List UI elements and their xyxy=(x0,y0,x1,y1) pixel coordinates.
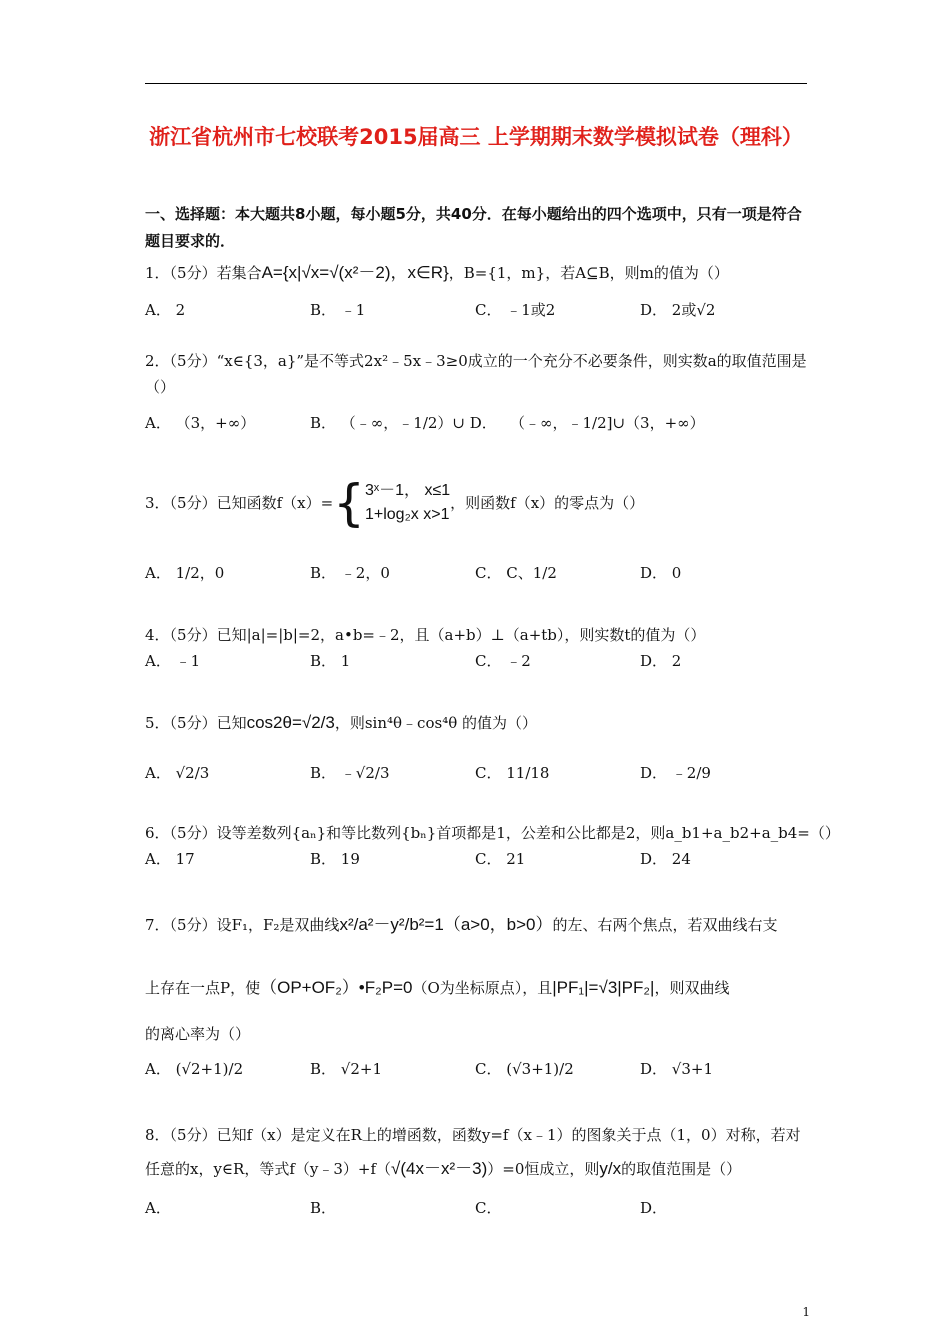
q5-option-d[interactable]: D． ﹣2/9 xyxy=(640,764,711,782)
q7-line2-end: ，则双曲线 xyxy=(654,979,730,997)
q7-vector-condition: （OP+OF₂）•F₂P=0 xyxy=(260,978,413,997)
question-7-line-1 xyxy=(145,912,810,938)
page-number: 1 xyxy=(802,1305,810,1319)
q8-line2-end: 的取值范围是（） xyxy=(621,1160,742,1178)
q7-distance-condition: |PF₁|=√3|PF₂| xyxy=(552,978,655,997)
q7-line2-mid: （O为坐标原点），且 xyxy=(412,979,553,997)
question-2: 2．（5分）“x∈{3，a}”是不等式2x²﹣5x﹣3≥0成立的一个充分不必要条件，则实数a的取值范围是（） xyxy=(145,352,807,396)
q4-option-b[interactable]: B． 1 xyxy=(310,652,351,670)
q5-option-b[interactable]: B． ﹣√2/3 xyxy=(310,764,390,782)
q5-condition: cos2θ=√2/3 xyxy=(246,713,335,732)
question-6: 6．（5分）设等差数列{aₙ}和等比数列{bₙ}首项都是1，公差和公比都是2，则a_b1+a_b2+a_b4=（） xyxy=(145,824,840,842)
question-4: 4．（5分）已知|a|=|b|=2，a•b=﹣2，且（a+b）⊥（a+tb），则实数t的值为（） xyxy=(145,626,706,644)
question-3 xyxy=(145,474,810,542)
q7-option-c[interactable]: C． (√3+1)/2 xyxy=(475,1060,574,1078)
q1-prefix: 1．（5分）若集合 xyxy=(145,264,262,282)
q8-option-b[interactable]: B． xyxy=(310,1199,337,1217)
q7-option-d[interactable]: D． √3+1 xyxy=(640,1060,714,1078)
question-1 xyxy=(145,260,810,286)
q3-prefix: 3．（5分）已知函数f（x）= xyxy=(145,494,334,512)
q4-option-a[interactable]: A． ﹣1 xyxy=(145,652,201,670)
section-heading: 一、选择题：本大题共8小题，每小题5分，共40分．在每小题给出的四个选项中，只有一项是符合题目要求的． xyxy=(145,205,802,250)
q5-option-a[interactable]: A． √2/3 xyxy=(145,764,210,782)
q6-option-b[interactable]: B． 19 xyxy=(310,850,360,868)
q3-option-d[interactable]: D． 0 xyxy=(640,564,682,582)
q5-option-c[interactable]: C． 11/18 xyxy=(475,764,550,782)
question-8-line-2 xyxy=(145,1156,810,1182)
q7-line1-end: 的左、右两个焦点，若双曲线右支 xyxy=(552,916,778,934)
page-title: 浙江省杭州市七校联考2015届高三 上学期期末数学模拟试卷（理科） xyxy=(149,125,803,149)
q4-option-d[interactable]: D． 2 xyxy=(640,652,682,670)
question-5 xyxy=(145,710,810,736)
q7-line1-start: 7．（5分）设F₁，F₂是双曲线 xyxy=(145,916,340,934)
q3-options xyxy=(145,562,810,590)
q7-options xyxy=(145,1058,810,1086)
q3-row-2: 1+log₂x x>1 xyxy=(364,506,450,523)
q8-options xyxy=(145,1197,810,1225)
q2-option-d[interactable]: （﹣∞，﹣1/2]∪（3，+∞） xyxy=(510,414,705,432)
q8-radical-expression: √(4x－x²－3) xyxy=(391,1159,488,1178)
q3-row-1: 3ˣ－1， x≤1 xyxy=(364,482,451,499)
q2-option-a[interactable]: A． （3，+∞） xyxy=(145,414,256,432)
q1-option-c[interactable]: C． ﹣1或2 xyxy=(475,301,556,319)
q7-option-a[interactable]: A． (√2+1)/2 xyxy=(145,1060,244,1078)
q5-options xyxy=(145,762,810,790)
q2-options xyxy=(145,412,810,440)
q1-option-a[interactable]: A． 2 xyxy=(145,301,186,319)
q4-option-c[interactable]: C． ﹣2 xyxy=(475,652,531,670)
question-8-line-1: 8．（5分）已知f（x）是定义在R上的增函数，函数y=f（x﹣1）的图象关于点（1，0）对称，若对 xyxy=(145,1126,801,1144)
q8-line2-mid: ）=0恒成立，则 xyxy=(487,1160,600,1178)
q7-option-b[interactable]: B． √2+1 xyxy=(310,1060,383,1078)
q8-option-a[interactable]: A． xyxy=(145,1199,171,1217)
q3-option-a[interactable]: A． 1/2，0 xyxy=(145,564,225,582)
q4-options xyxy=(145,650,810,678)
q6-options xyxy=(145,848,810,876)
q1-set-expression: A={x|√x=√(x²－2)，x∈R} xyxy=(261,263,449,282)
q6-option-d[interactable]: D． 24 xyxy=(640,850,691,868)
q8-line2-start: 任意的x，y∈R，等式f（y﹣3）+f（ xyxy=(145,1160,392,1178)
q3-option-c[interactable]: C． C、1/2 xyxy=(475,564,557,582)
q7-hyperbola-equation: x²/a²－y²/b²=1（a>0，b>0） xyxy=(339,915,553,934)
q6-option-a[interactable]: A． 17 xyxy=(145,850,195,868)
q5-prefix: 5．（5分）已知 xyxy=(145,714,247,732)
header-rule xyxy=(145,83,807,84)
q2-option-b[interactable]: B． （﹣∞，﹣1/2）∪ D． xyxy=(310,414,497,432)
q1-option-d[interactable]: D． 2或√2 xyxy=(640,301,716,319)
q3-option-b[interactable]: B． ﹣2，0 xyxy=(310,564,390,582)
q8-ratio: y/x xyxy=(599,1159,622,1178)
question-7-line-3: 的离心率为（） xyxy=(145,1025,251,1043)
q3-piecewise: { 3ˣ－1， x≤1 1+log₂x x>1 xyxy=(333,474,451,532)
q8-option-c[interactable]: C． xyxy=(475,1199,502,1217)
q8-option-d[interactable]: D． xyxy=(640,1199,668,1217)
q3-suffix: ，则函数f（x）的零点为（） xyxy=(450,494,645,512)
question-7-line-2 xyxy=(145,975,810,1001)
q1-suffix: ，B={1，m}，若A⊆B，则m的值为（） xyxy=(448,264,729,282)
q1-options xyxy=(145,299,810,327)
q7-line2-start: 上存在一点P，使 xyxy=(145,979,261,997)
q5-suffix: ，则sin⁴θ﹣cos⁴θ 的值为（） xyxy=(334,714,538,732)
q6-option-c[interactable]: C． 21 xyxy=(475,850,526,868)
q1-option-b[interactable]: B． ﹣1 xyxy=(310,301,366,319)
